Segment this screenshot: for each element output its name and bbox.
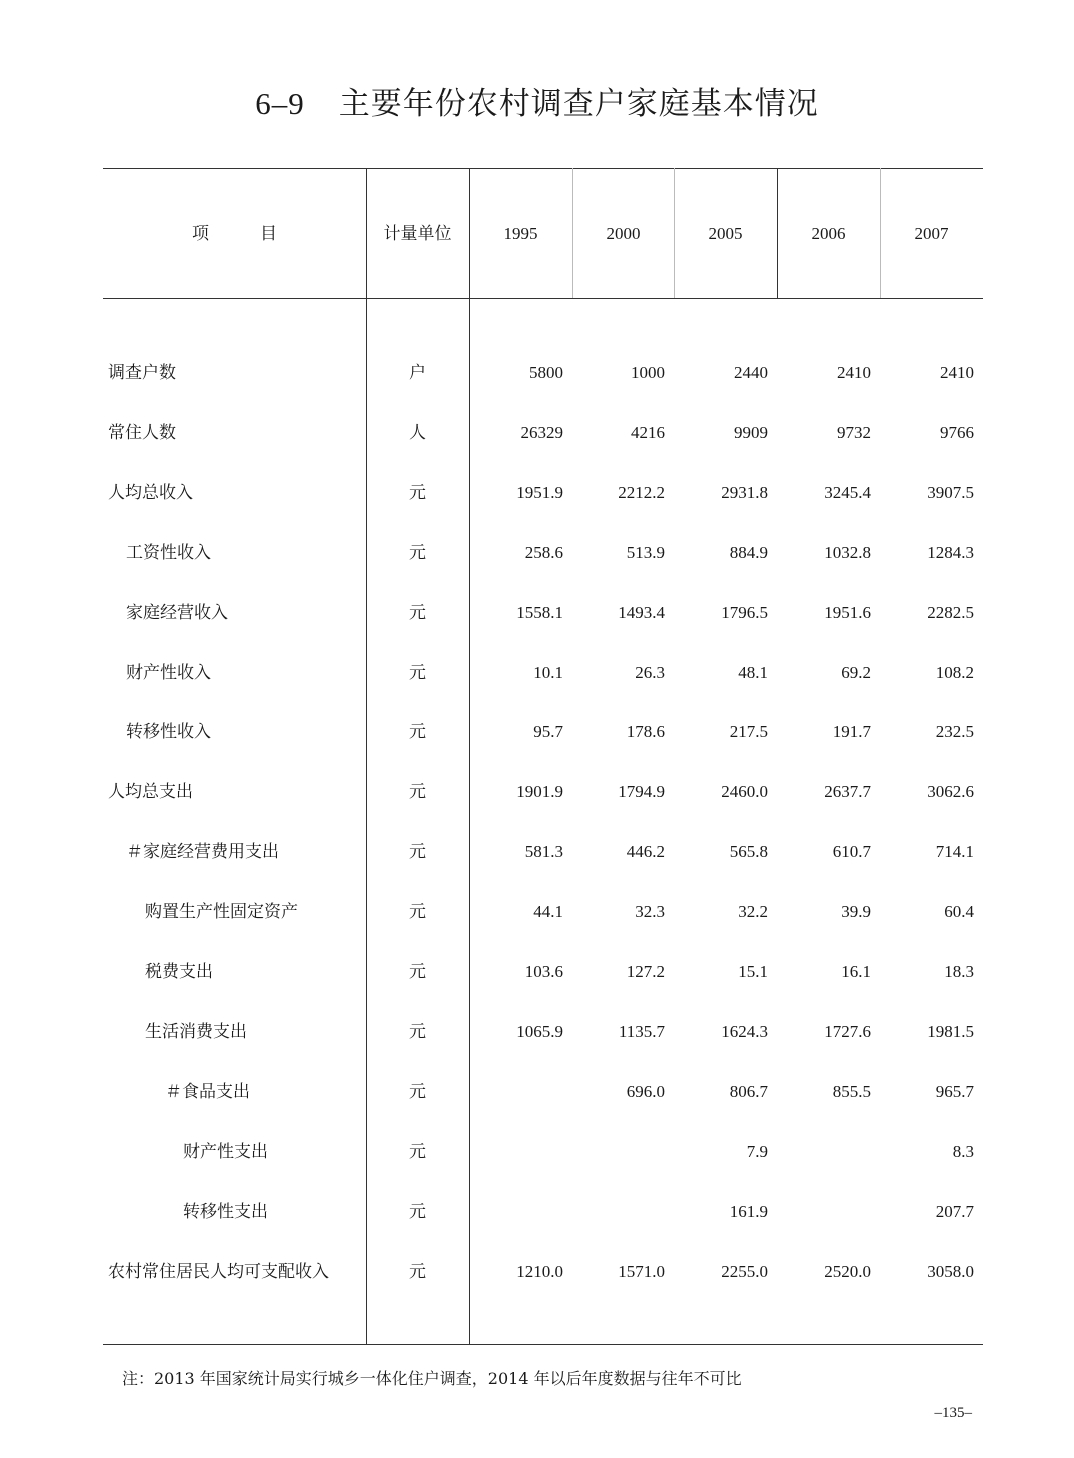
row-value-1995: 44.1 bbox=[533, 902, 563, 921]
row-value-2007: 2282.5 bbox=[927, 603, 974, 622]
header-year-2005: 2005 bbox=[708, 224, 743, 243]
table-top-rule bbox=[103, 168, 983, 169]
row-unit: 元 bbox=[409, 1142, 426, 1162]
row-value-2005: 1796.5 bbox=[721, 603, 768, 622]
row-value-1995: 103.6 bbox=[524, 962, 563, 981]
row-value-2000: 513.9 bbox=[626, 543, 665, 562]
header-bottom-rule bbox=[103, 298, 983, 299]
row-value-2005: 2931.8 bbox=[721, 483, 768, 502]
row-value-1995: 1901.9 bbox=[516, 782, 563, 801]
row-value-2006: 39.9 bbox=[841, 902, 871, 921]
row-label: 人均总收入 bbox=[108, 483, 193, 503]
row-value-2007: 2410 bbox=[940, 363, 974, 382]
row-unit: 元 bbox=[409, 1202, 426, 1222]
row-value-2005: 2460.0 bbox=[721, 782, 768, 801]
row-value-1995: 1558.1 bbox=[516, 603, 563, 622]
row-unit: 元 bbox=[409, 1262, 426, 1282]
row-value-2000: 446.2 bbox=[626, 842, 665, 861]
row-value-2006: 2637.7 bbox=[824, 782, 871, 801]
row-unit: 元 bbox=[409, 782, 426, 802]
row-value-1995: 95.7 bbox=[533, 722, 563, 741]
row-value-2006: 1727.6 bbox=[824, 1022, 871, 1041]
row-value-2007: 18.3 bbox=[944, 962, 974, 981]
row-value-2000: 696.0 bbox=[626, 1082, 665, 1101]
row-value-2000: 1135.7 bbox=[618, 1022, 665, 1041]
row-value-2007: 3062.6 bbox=[927, 782, 974, 801]
row-value-2007: 965.7 bbox=[935, 1082, 974, 1101]
row-value-2006: 16.1 bbox=[841, 962, 871, 981]
row-value-2005: 9909 bbox=[734, 423, 768, 442]
header-item: 项 目 bbox=[192, 224, 277, 244]
row-label: 转移性支出 bbox=[183, 1202, 268, 1222]
row-label: 调查户数 bbox=[108, 363, 176, 383]
row-value-1995: 258.6 bbox=[524, 543, 563, 562]
row-value-2000: 127.2 bbox=[626, 962, 665, 981]
row-value-2006: 2520.0 bbox=[824, 1262, 871, 1281]
footnote: 注：2013 年国家统计局实行城乡一体化住户调查，2014 年以后年度数据与往年不可比 bbox=[122, 1369, 742, 1388]
row-value-2000: 1794.9 bbox=[618, 782, 665, 801]
row-unit: 人 bbox=[409, 423, 426, 443]
header-year-1995: 1995 bbox=[503, 224, 538, 243]
row-label: 农村常住居民人均可支配收入 bbox=[108, 1262, 329, 1282]
row-value-2007: 8.3 bbox=[952, 1142, 974, 1161]
header-unit: 计量单位 bbox=[383, 224, 452, 244]
row-value-2006: 69.2 bbox=[841, 663, 871, 682]
row-label: 税费支出 bbox=[145, 962, 213, 982]
row-value-2000: 1571.0 bbox=[618, 1262, 665, 1281]
table-title: 主要年份农村调查户家庭基本情况 bbox=[338, 86, 819, 122]
row-value-2005: 161.9 bbox=[729, 1202, 768, 1221]
row-value-1995: 26329 bbox=[520, 423, 563, 442]
row-value-1995: 1210.0 bbox=[516, 1262, 563, 1281]
row-value-2007: 3907.5 bbox=[927, 483, 974, 502]
row-value-2007: 232.5 bbox=[935, 722, 974, 741]
row-label: 工资性收入 bbox=[126, 543, 211, 563]
row-unit: 元 bbox=[409, 842, 426, 862]
row-value-2005: 2255.0 bbox=[721, 1262, 768, 1281]
row-value-2000: 4216 bbox=[631, 423, 665, 442]
header-year-2000: 2000 bbox=[606, 224, 641, 243]
row-value-2006: 2410 bbox=[837, 363, 871, 382]
row-unit: 元 bbox=[409, 483, 426, 503]
row-value-2000: 26.3 bbox=[635, 663, 665, 682]
col-divider-item bbox=[366, 168, 367, 1345]
row-value-1995: 1951.9 bbox=[516, 483, 563, 502]
row-value-1995: 581.3 bbox=[524, 842, 563, 861]
col-divider-unit bbox=[469, 168, 470, 1345]
row-value-2006: 191.7 bbox=[832, 722, 871, 741]
row-unit: 元 bbox=[409, 962, 426, 982]
row-unit: 元 bbox=[409, 722, 426, 742]
row-value-2000: 178.6 bbox=[626, 722, 665, 741]
row-label: ＃食品支出 bbox=[165, 1082, 250, 1102]
row-value-2005: 48.1 bbox=[738, 663, 768, 682]
row-value-2000: 1000 bbox=[631, 363, 665, 382]
row-value-2005: 884.9 bbox=[729, 543, 768, 562]
row-value-2000: 2212.2 bbox=[618, 483, 665, 502]
row-unit: 元 bbox=[409, 603, 426, 623]
row-unit: 元 bbox=[409, 543, 426, 563]
row-label: 家庭经营收入 bbox=[126, 603, 228, 623]
row-value-2007: 207.7 bbox=[935, 1202, 974, 1221]
row-value-2005: 15.1 bbox=[738, 962, 768, 981]
row-value-2007: 9766 bbox=[940, 423, 974, 442]
row-value-2005: 565.8 bbox=[729, 842, 768, 861]
row-value-2007: 60.4 bbox=[944, 902, 974, 921]
row-value-2006: 855.5 bbox=[832, 1082, 871, 1101]
row-value-1995: 10.1 bbox=[533, 663, 563, 682]
row-value-2006: 1951.6 bbox=[824, 603, 871, 622]
table-bottom-rule bbox=[103, 1344, 983, 1345]
header-year-2006: 2006 bbox=[811, 224, 846, 243]
row-label: 购置生产性固定资产 bbox=[145, 902, 298, 922]
row-unit: 元 bbox=[409, 663, 426, 683]
row-label: 常住人数 bbox=[108, 423, 176, 443]
row-value-2005: 7.9 bbox=[746, 1142, 768, 1161]
row-value-2000: 1493.4 bbox=[618, 603, 665, 622]
row-value-2007: 1284.3 bbox=[927, 543, 974, 562]
row-unit: 户 bbox=[409, 363, 426, 383]
row-value-2005: 1624.3 bbox=[721, 1022, 768, 1041]
data-table bbox=[103, 168, 983, 1345]
row-label: 人均总支出 bbox=[108, 782, 193, 802]
row-value-2005: 2440 bbox=[734, 363, 768, 382]
row-label: 转移性收入 bbox=[126, 722, 211, 742]
row-label: 生活消费支出 bbox=[145, 1022, 247, 1042]
row-unit: 元 bbox=[409, 902, 426, 922]
row-value-2006: 1032.8 bbox=[824, 543, 871, 562]
row-value-2006: 9732 bbox=[837, 423, 871, 442]
row-unit: 元 bbox=[409, 1082, 426, 1102]
page-number: –135– bbox=[934, 1405, 972, 1421]
row-value-2006: 3245.4 bbox=[824, 483, 871, 502]
row-value-1995: 5800 bbox=[529, 363, 563, 382]
table-number: 6–9 bbox=[255, 86, 305, 121]
header-year-2007: 2007 bbox=[914, 224, 949, 243]
row-value-2005: 806.7 bbox=[729, 1082, 768, 1101]
row-value-2007: 714.1 bbox=[935, 842, 974, 861]
row-value-2007: 108.2 bbox=[935, 663, 974, 682]
row-value-1995: 1065.9 bbox=[516, 1022, 563, 1041]
row-value-2005: 217.5 bbox=[729, 722, 768, 741]
row-value-2000: 32.3 bbox=[635, 902, 665, 921]
row-label: 财产性收入 bbox=[126, 663, 211, 683]
row-label: 财产性支出 bbox=[183, 1142, 268, 1162]
row-label: ＃家庭经营费用支出 bbox=[126, 842, 279, 862]
row-value-2005: 32.2 bbox=[738, 902, 768, 921]
row-unit: 元 bbox=[409, 1022, 426, 1042]
page-title bbox=[0, 78, 1074, 123]
row-value-2007: 1981.5 bbox=[927, 1022, 974, 1041]
row-value-2006: 610.7 bbox=[832, 842, 871, 861]
row-value-2007: 3058.0 bbox=[927, 1262, 974, 1281]
